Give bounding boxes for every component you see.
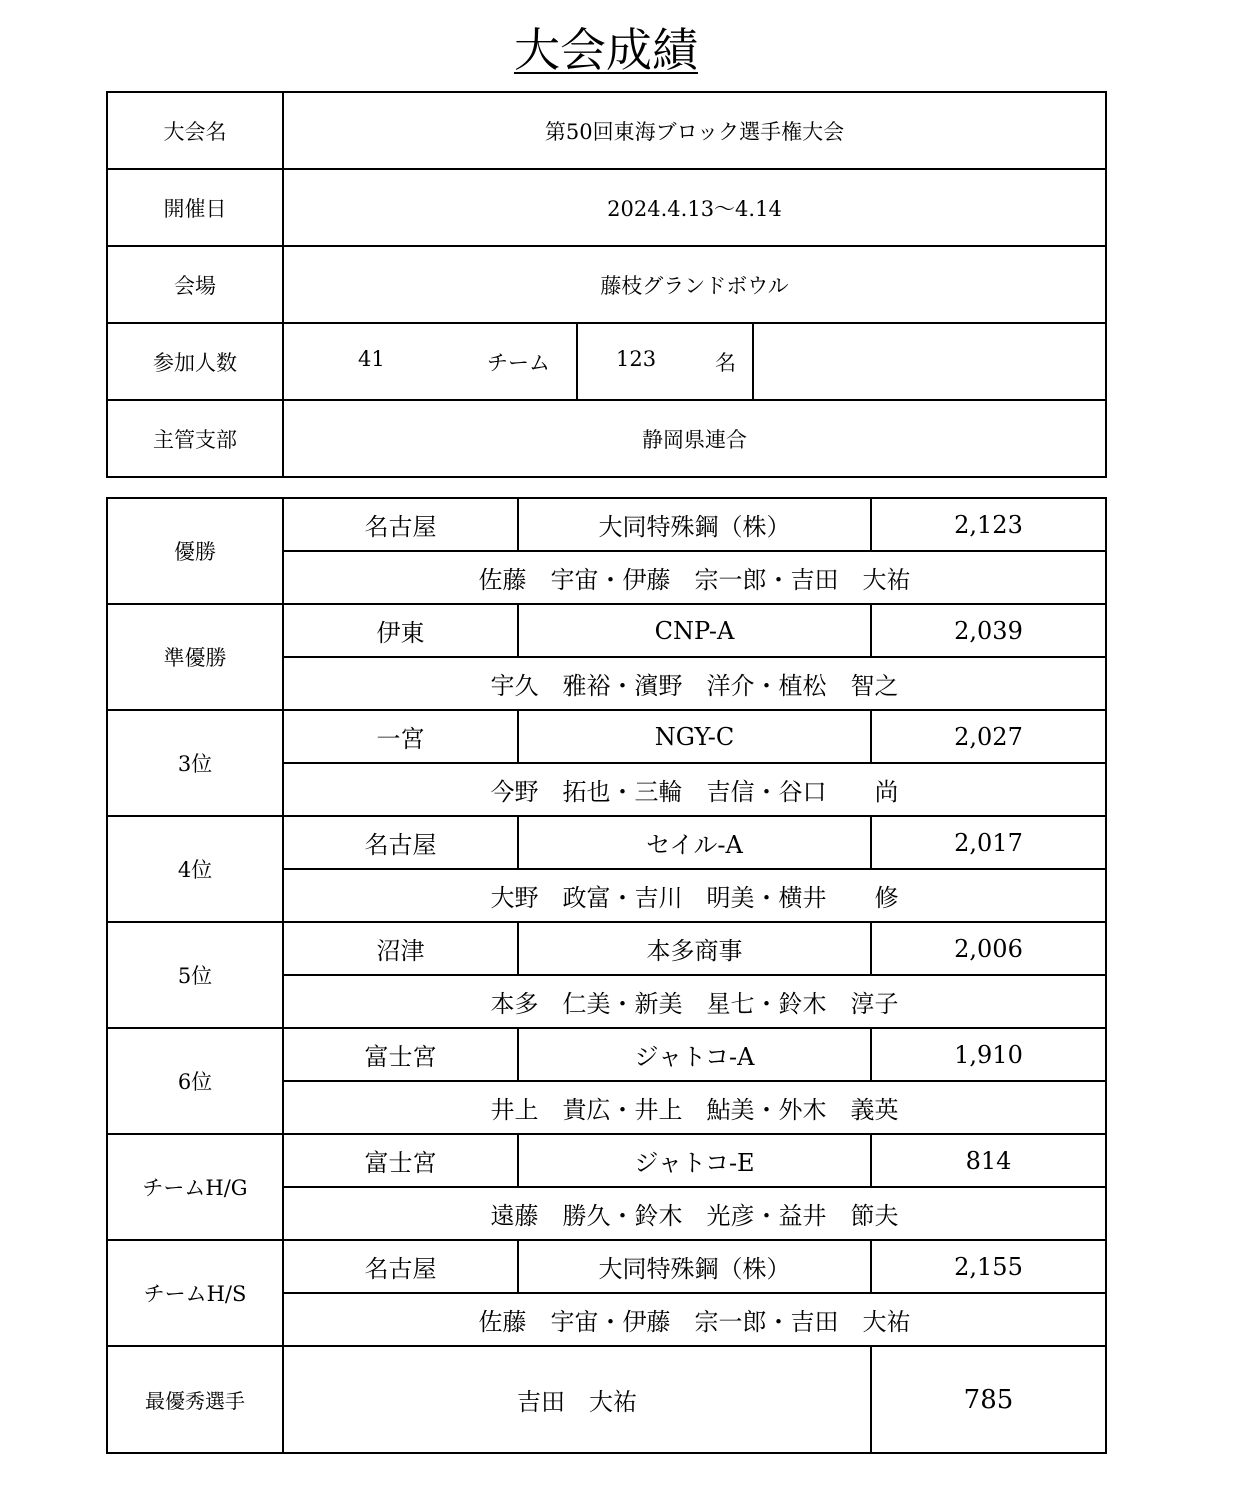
- members-cell: 遠藤 勝久・鈴木 光彦・益井 節夫: [283, 1187, 1106, 1240]
- rank-label: 優勝: [107, 498, 283, 604]
- members-cell: 今野 拓也・三輪 吉信・谷口 尚: [283, 763, 1106, 816]
- score-cell: 2,006: [871, 922, 1106, 975]
- result-team-row: [107, 498, 1106, 551]
- participants-blank-cell: [753, 323, 1106, 400]
- participants-teams-unit: チーム: [487, 350, 550, 375]
- region-cell: 名古屋: [283, 1240, 518, 1293]
- members-cell: 宇久 雅裕・濱野 洋介・植松 智之: [283, 657, 1106, 710]
- date-value: 2024.4.13～4.14: [283, 169, 1106, 246]
- region-cell: 一宮: [283, 710, 518, 763]
- result-team-row: [107, 710, 1106, 763]
- participants-people-unit: 名: [715, 350, 736, 375]
- team-name-cell: 本多商事: [518, 922, 871, 975]
- organizer-label: 主管支部: [107, 400, 283, 477]
- score-cell: 2,123: [871, 498, 1106, 551]
- tournament-name-value: 第50回東海ブロック選手権大会: [283, 92, 1106, 169]
- mvp-row: [107, 1346, 1106, 1453]
- members-cell: 佐藤 宇宙・伊藤 宗一郎・吉田 大祐: [283, 551, 1106, 604]
- score-cell: 2,027: [871, 710, 1106, 763]
- members-cell: 井上 貴広・井上 鮎美・外木 義英: [283, 1081, 1106, 1134]
- score-cell: 2,039: [871, 604, 1106, 657]
- date-row: [107, 169, 1106, 246]
- venue-value: 藤枝グランドボウル: [283, 246, 1106, 323]
- region-cell: 名古屋: [283, 498, 518, 551]
- rank-label: 3位: [107, 710, 283, 816]
- participants-teams-cell: [283, 323, 577, 400]
- rank-label: 6位: [107, 1028, 283, 1134]
- participants-teams: 41: [358, 346, 385, 371]
- date-label: 開催日: [107, 169, 283, 246]
- team-name-cell: ジャトコ-E: [518, 1134, 871, 1187]
- rank-label: チームH/G: [107, 1134, 283, 1240]
- mvp-name: 吉田 大祐: [283, 1346, 871, 1453]
- result-team-row: [107, 604, 1106, 657]
- participants-label: 参加人数: [107, 323, 283, 400]
- region-cell: 伊東: [283, 604, 518, 657]
- rank-label: チームH/S: [107, 1240, 283, 1346]
- team-name-cell: CNP-A: [518, 604, 871, 657]
- mvp-label: 最優秀選手: [107, 1346, 283, 1453]
- region-cell: 名古屋: [283, 816, 518, 869]
- team-name-cell: 大同特殊鋼（株）: [518, 1240, 871, 1293]
- result-team-row: [107, 922, 1106, 975]
- venue-row: [107, 246, 1106, 323]
- score-cell: 814: [871, 1134, 1106, 1187]
- results-table: [106, 497, 1107, 1454]
- members-cell: 佐藤 宇宙・伊藤 宗一郎・吉田 大祐: [283, 1293, 1106, 1346]
- rank-label: 4位: [107, 816, 283, 922]
- region-cell: 沼津: [283, 922, 518, 975]
- score-cell: 2,155: [871, 1240, 1106, 1293]
- members-cell: 本多 仁美・新美 星七・鈴木 淳子: [283, 975, 1106, 1028]
- participants-people-cell: [577, 323, 753, 400]
- result-team-row: [107, 1028, 1106, 1081]
- participants-row: [107, 323, 1106, 400]
- rank-label: 準優勝: [107, 604, 283, 710]
- score-cell: 1,910: [871, 1028, 1106, 1081]
- members-cell: 大野 政富・吉川 明美・横井 修: [283, 869, 1106, 922]
- region-cell: 富士宮: [283, 1134, 518, 1187]
- mvp-score: 785: [871, 1346, 1106, 1453]
- result-team-row: [107, 816, 1106, 869]
- tournament-info-table: [106, 91, 1107, 478]
- tournament-name-label: 大会名: [107, 92, 283, 169]
- team-name-cell: NGY-C: [518, 710, 871, 763]
- participants-people: 123: [616, 346, 657, 371]
- team-name-cell: セイル-A: [518, 816, 871, 869]
- organizer-value: 静岡県連合: [283, 400, 1106, 477]
- tournament-name-row: [107, 92, 1106, 169]
- result-team-row: [107, 1134, 1106, 1187]
- venue-label: 会場: [107, 246, 283, 323]
- team-name-cell: ジャトコ-A: [518, 1028, 871, 1081]
- rank-label: 5位: [107, 922, 283, 1028]
- organizer-row: [107, 400, 1106, 477]
- team-name-cell: 大同特殊鋼（株）: [518, 498, 871, 551]
- region-cell: 富士宮: [283, 1028, 518, 1081]
- page-title: 大会成績: [514, 23, 698, 77]
- result-team-row: [107, 1240, 1106, 1293]
- score-cell: 2,017: [871, 816, 1106, 869]
